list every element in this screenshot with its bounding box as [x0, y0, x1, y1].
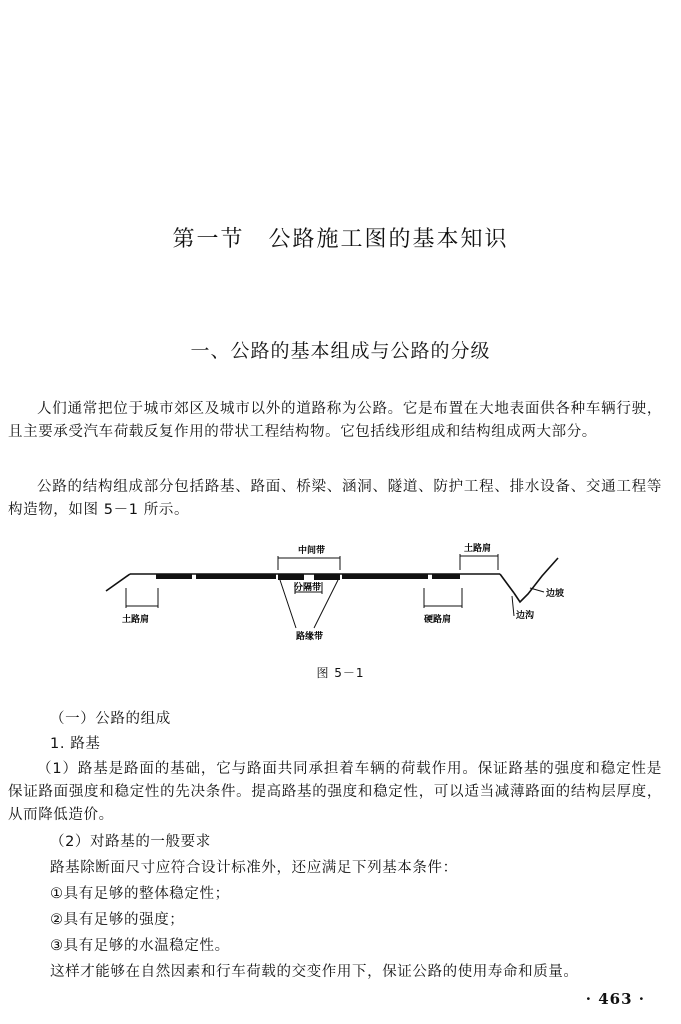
page-number: · 463 ·: [585, 990, 645, 1008]
pavement-left-outer: [156, 574, 192, 579]
list-item-water-temp: ③具有足够的水温稳定性。: [50, 938, 230, 954]
pavement-right-outer: [432, 574, 460, 579]
heading-requirements: （2）对路基的一般要求: [50, 834, 211, 850]
pavement-left-inner: [196, 574, 276, 579]
pavement-right-inner: [342, 574, 428, 579]
label-soil-shoulder-left: 土路肩: [122, 615, 150, 625]
label-slope: 边坡: [546, 589, 565, 599]
figure-caption: 图 5－1: [316, 666, 365, 680]
list-item-stability: ①具有足够的整体稳定性；: [50, 886, 230, 902]
section-title: 第一节 公路施工图的基本知识: [172, 227, 509, 252]
paragraph-structure: 公路的结构组成部分包括路基、路面、桥梁、涵洞、隧道、防护工程、排水设备、交通工程等构造物，如图 5－1 所示。: [8, 479, 662, 518]
paragraph-conclusion: 这样才能够在自然因素和行车荷载的交变作用下，保证公路的使用寿命和质量。: [50, 964, 579, 980]
pavement-separator-left: [278, 574, 304, 580]
label-marginal-strip: 路缘带: [296, 632, 324, 642]
road-cross-section-figure: [100, 536, 580, 660]
label-median: 中间带: [298, 546, 326, 556]
label-hard-shoulder: 硬路肩: [424, 615, 452, 625]
label-separator: 分隔带: [294, 583, 322, 593]
pavement-separator-right: [314, 574, 340, 580]
heading-composition: （一）公路的组成: [50, 711, 171, 727]
paragraph-conditions: 路基除断面尺寸应符合设计标准外，还应满足下列基本条件：: [50, 860, 458, 876]
paragraph-intro: 人们通常把位于城市郊区及城市以外的道路称为公路。它是布置在大地表面供各种车辆行驶，且主要承受汽车荷载反复作用的带状工程结构物。它包括线形组成和结构组成两大部分。: [8, 401, 662, 440]
label-ditch: 边沟: [516, 611, 535, 621]
paragraph-subgrade: （1）路基是路面的基础，它与路面共同承担着车辆的荷载作用。保证路基的强度和稳定性是保证路面强度和稳定性的先决条件。提高路基的强度和稳定性，可以适当减薄路面的结构层厚度，从而降低造价。: [8, 761, 662, 823]
right-embankment-slope: [500, 574, 514, 593]
heading-subgrade: 1. 路基: [50, 736, 101, 752]
subsection-title: 一、公路的基本组成与公路的分级: [190, 340, 491, 362]
label-soil-shoulder-right: 土路肩: [464, 544, 492, 554]
list-item-strength: ②具有足够的强度；: [50, 912, 185, 928]
